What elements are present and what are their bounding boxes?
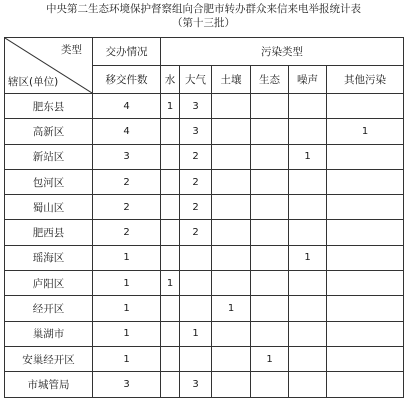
pollution-count-cell: 1 (289, 144, 327, 169)
pollution-count-cell (212, 144, 251, 169)
pollution-count-cell (161, 220, 180, 245)
pollution-count-cell (161, 144, 180, 169)
region-cell: 安巢经开区 (5, 346, 93, 371)
pollution-count-cell (251, 271, 289, 296)
transfer-count-cell: 1 (93, 245, 161, 270)
pollution-count-cell (161, 195, 180, 220)
pollution-count-cell: 1 (289, 245, 327, 270)
pollution-count-cell (212, 195, 251, 220)
region-cell: 庐阳区 (5, 271, 93, 296)
pollution-count-cell (212, 346, 251, 371)
pollution-type-header: 污染类型 (161, 38, 404, 66)
pollution-count-cell (212, 372, 251, 397)
pollution-count-cell (327, 195, 404, 220)
type-label: 类型 (61, 44, 82, 56)
pollution-col-header: 其他污染 (327, 66, 404, 94)
pollution-col-header: 噪声 (289, 66, 327, 94)
transfer-count-cell: 2 (93, 169, 161, 194)
pollution-count-cell (327, 321, 404, 346)
pollution-count-cell (251, 245, 289, 270)
pollution-count-cell (180, 245, 212, 270)
pollution-count-cell: 2 (180, 169, 212, 194)
pollution-count-cell: 1 (251, 346, 289, 371)
pollution-count-cell (327, 169, 404, 194)
transfer-count-cell: 4 (93, 119, 161, 144)
pollution-count-cell: 2 (180, 220, 212, 245)
pollution-count-cell: 3 (180, 94, 212, 119)
pollution-col-header: 水 (161, 66, 180, 94)
region-label: 辖区(单位) (8, 76, 59, 88)
pollution-count-cell (289, 346, 327, 371)
pollution-count-cell (212, 245, 251, 270)
table-row (5, 245, 404, 270)
pollution-count-cell (289, 271, 327, 296)
transfer-count-cell: 1 (93, 346, 161, 371)
pollution-count-cell (251, 144, 289, 169)
pollution-count-cell (251, 321, 289, 346)
pollution-count-cell (251, 372, 289, 397)
table-row (5, 195, 404, 220)
document-title: 中央第二生态环境保护督察组向合肥市转办群众来信来电举报统计表 (46, 3, 361, 15)
pollution-count-cell (289, 321, 327, 346)
region-cell: 新站区 (5, 144, 93, 169)
document-subtitle: （第十三批） (172, 17, 235, 29)
pollution-count-cell (212, 169, 251, 194)
pollution-count-cell (289, 169, 327, 194)
pollution-count-cell: 3 (180, 372, 212, 397)
pollution-count-cell (161, 321, 180, 346)
transfer-count-cell: 2 (93, 195, 161, 220)
transfer-count-cell: 1 (93, 321, 161, 346)
transfer-count-cell: 3 (93, 372, 161, 397)
table-row (5, 169, 404, 194)
diagonal-header-cell (5, 38, 93, 94)
pollution-count-cell: 1 (212, 296, 251, 321)
pollution-count-cell (180, 296, 212, 321)
pollution-count-cell (289, 296, 327, 321)
pollution-count-cell (212, 220, 251, 245)
pollution-count-cell (251, 296, 289, 321)
pollution-col-header: 生态 (251, 66, 289, 94)
table-row (5, 296, 404, 321)
pollution-count-cell (327, 220, 404, 245)
pollution-count-cell: 1 (180, 321, 212, 346)
transfer-count-cell: 3 (93, 144, 161, 169)
pollution-count-cell (251, 119, 289, 144)
table-row (5, 144, 404, 169)
pollution-count-cell: 1 (161, 94, 180, 119)
table-row (5, 346, 404, 371)
table-row (5, 321, 404, 346)
pollution-count-cell (327, 245, 404, 270)
transfer-count-cell: 1 (93, 296, 161, 321)
transfer-count-header: 移交件数 (93, 66, 161, 94)
pollution-col-header: 大气 (180, 66, 212, 94)
pollution-count-cell (212, 94, 251, 119)
pollution-count-cell (327, 144, 404, 169)
pollution-count-cell (289, 195, 327, 220)
pollution-count-cell (327, 94, 404, 119)
pollution-count-cell (327, 296, 404, 321)
pollution-count-cell (289, 372, 327, 397)
table-row (5, 372, 404, 397)
pollution-count-cell: 2 (180, 144, 212, 169)
table-row (5, 94, 404, 119)
pollution-count-cell (161, 169, 180, 194)
pollution-count-cell (161, 119, 180, 144)
region-cell: 肥东县 (5, 94, 93, 119)
pollution-count-cell (161, 296, 180, 321)
pollution-count-cell (251, 94, 289, 119)
pollution-count-cell (212, 321, 251, 346)
pollution-count-cell: 1 (161, 271, 180, 296)
transfer-count-cell: 1 (93, 271, 161, 296)
statistics-table (4, 37, 404, 398)
pollution-count-cell (180, 271, 212, 296)
pollution-count-cell: 3 (180, 119, 212, 144)
region-cell: 高新区 (5, 119, 93, 144)
pollution-count-cell (289, 94, 327, 119)
pollution-count-cell (180, 346, 212, 371)
region-cell: 市城管局 (5, 372, 93, 397)
pollution-count-cell (212, 119, 251, 144)
pollution-count-cell (289, 119, 327, 144)
pollution-count-cell (327, 372, 404, 397)
region-cell: 肥西县 (5, 220, 93, 245)
table-row (5, 119, 404, 144)
region-cell: 包河区 (5, 169, 93, 194)
pollution-count-cell (251, 220, 289, 245)
pollution-count-cell: 1 (327, 119, 404, 144)
pollution-count-cell (161, 245, 180, 270)
pollution-count-cell (251, 195, 289, 220)
table-row (5, 271, 404, 296)
pollution-count-cell (327, 346, 404, 371)
region-cell: 蜀山区 (5, 195, 93, 220)
pollution-count-cell (212, 271, 251, 296)
region-cell: 巢湖市 (5, 321, 93, 346)
pollution-count-cell (289, 220, 327, 245)
pollution-count-cell (327, 271, 404, 296)
transfer-status-header: 交办情况 (93, 38, 161, 66)
transfer-count-cell: 2 (93, 220, 161, 245)
header-row-1 (5, 38, 404, 66)
region-cell: 瑶海区 (5, 245, 93, 270)
pollution-count-cell (161, 346, 180, 371)
pollution-count-cell (161, 372, 180, 397)
transfer-count-cell: 4 (93, 94, 161, 119)
table-row (5, 220, 404, 245)
pollution-col-header: 土壤 (212, 66, 251, 94)
region-cell: 经开区 (5, 296, 93, 321)
table-body (5, 94, 404, 398)
pollution-count-cell: 2 (180, 195, 212, 220)
pollution-count-cell (251, 169, 289, 194)
